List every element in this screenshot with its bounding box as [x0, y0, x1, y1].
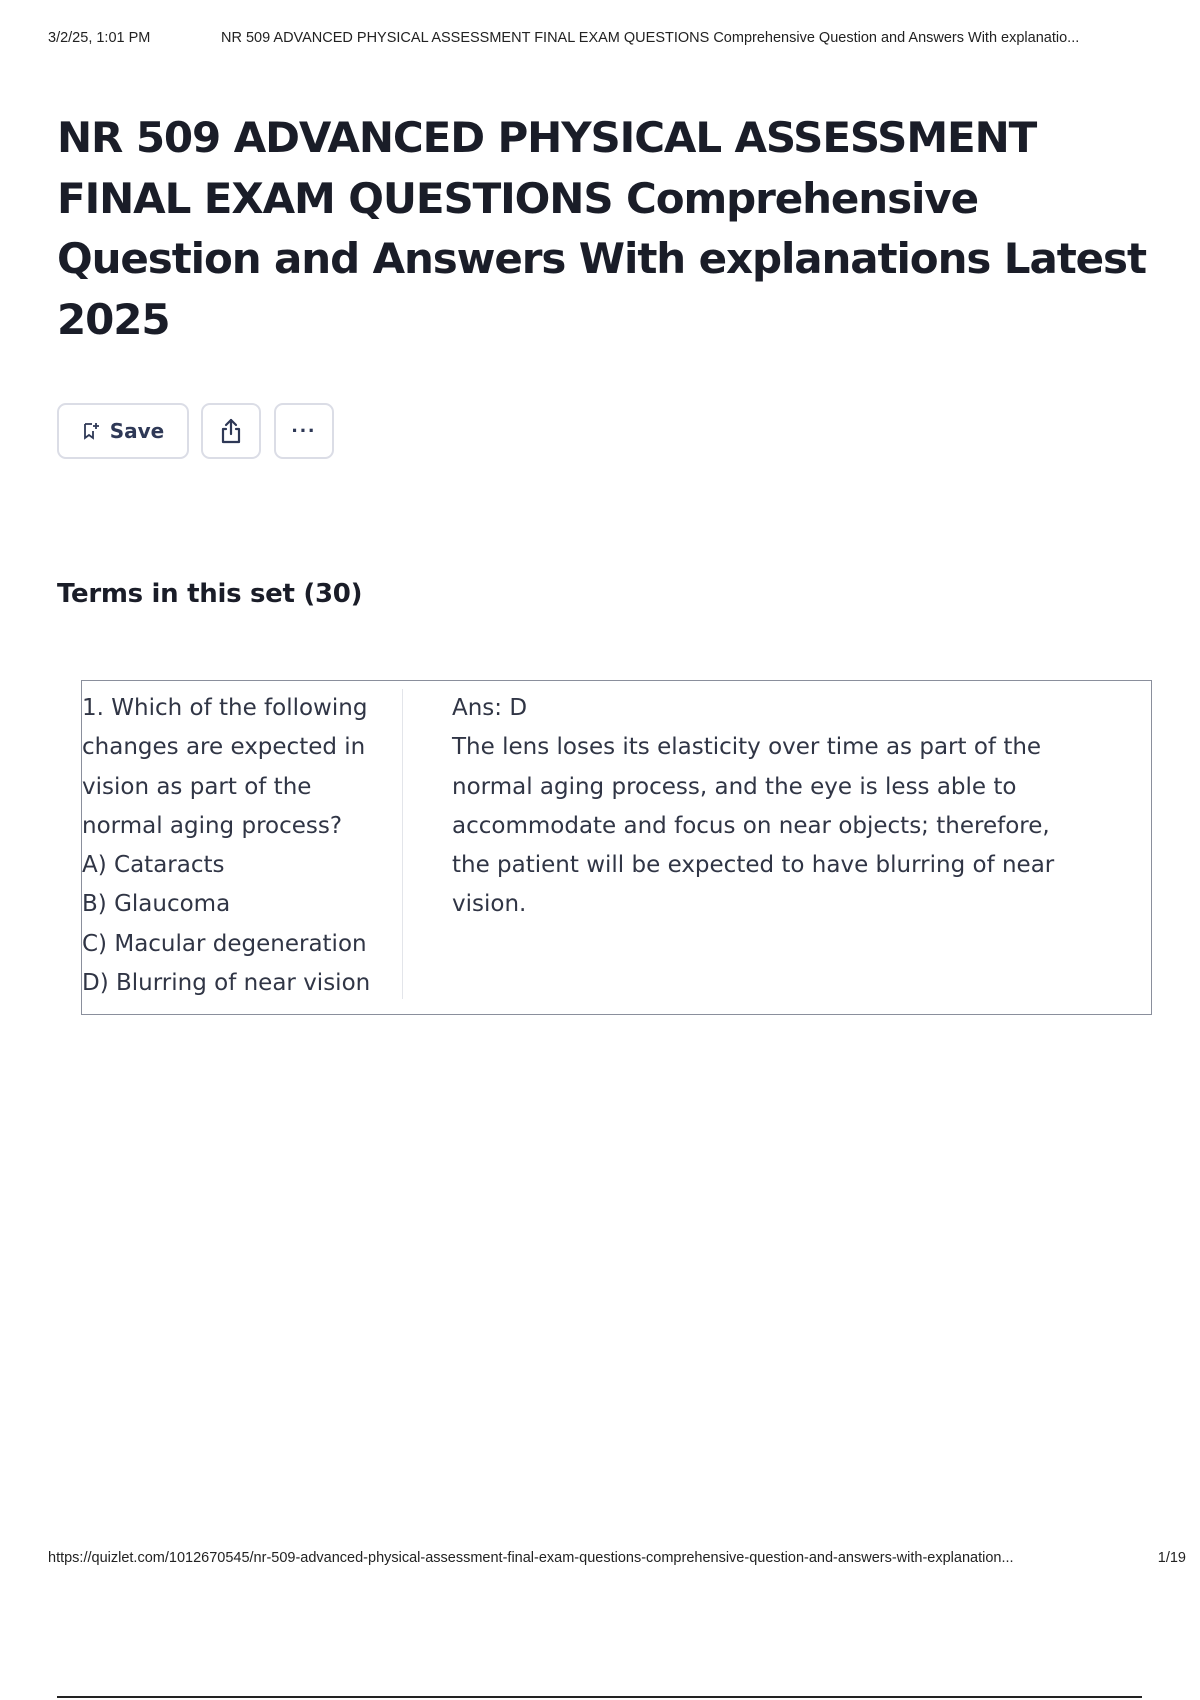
divider	[57, 1696, 1142, 1698]
page-title	[57, 108, 1147, 350]
term-option: A) Cataracts	[82, 852, 225, 879]
definition-line: normal aging process, and the eye is less able to	[452, 773, 1017, 800]
bookmark-plus-icon	[82, 422, 100, 440]
page-title-line: NR 509 ADVANCED PHYSICAL ASSESSMENT	[57, 113, 1037, 162]
more-horizontal-icon: ···	[291, 418, 317, 443]
definition-line: Ans: D	[452, 695, 528, 721]
term-question	[82, 689, 402, 1003]
terms-heading: Terms in this set (30)	[57, 579, 363, 609]
print-footer	[48, 1550, 1186, 1570]
card-divider	[402, 689, 403, 999]
save-button-label: Save	[109, 419, 165, 443]
term-line: 1. Which of the following	[82, 695, 368, 721]
definition-line: the patient will be expected to have blurring of near	[452, 852, 1055, 879]
term-definition	[452, 689, 1112, 925]
print-header	[48, 30, 1182, 50]
term-option: D) Blurring of near vision	[82, 970, 371, 997]
share-icon	[218, 417, 244, 445]
term-option: B) Glaucoma	[82, 891, 231, 918]
share-button[interactable]	[201, 403, 261, 459]
definition-line: vision.	[452, 891, 527, 918]
term-card	[81, 680, 1152, 1015]
term-line: normal aging process?	[82, 812, 343, 839]
definition-line: The lens loses its elasticity over time as part of the	[452, 734, 1042, 761]
page-title-line: Question and Answers With explanations Latest	[57, 234, 1146, 283]
print-timestamp: 3/2/25, 1:01 PM	[48, 30, 151, 46]
save-button[interactable]	[57, 403, 189, 459]
page-title-line: 2025	[57, 294, 170, 344]
page-number: 1/19	[1157, 1550, 1186, 1566]
term-line: vision as part of the	[82, 773, 312, 800]
print-doc-title: NR 509 ADVANCED PHYSICAL ASSESSMENT FINAL EXAM QUESTIONS Comprehensive Question and Answers With explanatio...	[221, 30, 1080, 46]
definition-line: accommodate and focus on near objects; therefore,	[452, 812, 1050, 839]
term-option: C) Macular degeneration	[82, 930, 367, 957]
print-url: https://quizlet.com/1012670545/nr-509-advanced-physical-assessment-final-exam-questions-comprehensive-question-and-answers-with-explanation...	[48, 1550, 1014, 1566]
page-title-line: FINAL EXAM QUESTIONS Comprehensive	[57, 173, 978, 223]
term-line: changes are expected in	[82, 734, 366, 761]
more-options-button[interactable]	[274, 403, 334, 459]
